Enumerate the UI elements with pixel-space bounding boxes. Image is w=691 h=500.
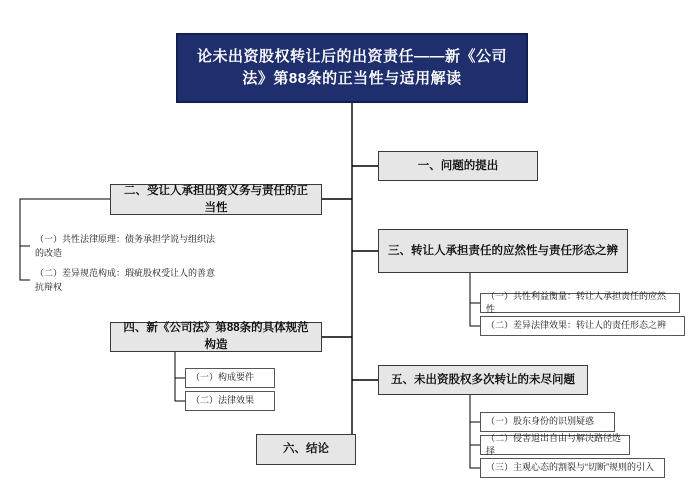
leaf-node-2-2[interactable]: （二）差异规范构成：瑕疵股权受让人的善意抗辩权 — [30, 267, 220, 294]
leaf-node-4-1[interactable]: （一）构成要件 — [185, 368, 275, 388]
branch-node-3[interactable]: 三、转让人承担责任的应然性与责任形态之辨 — [378, 229, 628, 273]
branch-node-6[interactable]: 六、结论 — [256, 434, 356, 465]
branch-node-4[interactable]: 四、新《公司法》第88条的具体规范构造 — [110, 322, 322, 352]
branch-node-2[interactable]: 二、受让人承担出资义务与责任的正当性 — [110, 184, 322, 215]
branch-node-1[interactable]: 一、问题的提出 — [378, 151, 538, 181]
diagram-root-node[interactable]: 论未出资股权转让后的出资责任——新《公司法》第88条的正当性与适用解读 — [176, 33, 528, 103]
leaf-node-5-1[interactable]: （一）股东身份的识别疑惑 — [480, 412, 615, 432]
leaf-node-2-1[interactable]: （一）共性法律原理：债务承担学说与组织法的改造 — [30, 233, 220, 260]
leaf-node-3-1[interactable]: （一）共性利益衡量：转让人承担责任的应然性 — [480, 293, 680, 313]
leaf-node-5-2[interactable]: （二）侵害退出自由与解决路径选择 — [480, 435, 630, 455]
leaf-node-3-2[interactable]: （二）差异法律效果：转让人的责任形态之辨 — [480, 316, 685, 336]
leaf-node-5-3[interactable]: （三）主观心态的割裂与“切断”规则的引入 — [480, 458, 665, 478]
leaf-node-4-2[interactable]: （二）法律效果 — [185, 391, 275, 411]
branch-node-5[interactable]: 五、未出资股权多次转让的未尽问题 — [378, 365, 588, 395]
